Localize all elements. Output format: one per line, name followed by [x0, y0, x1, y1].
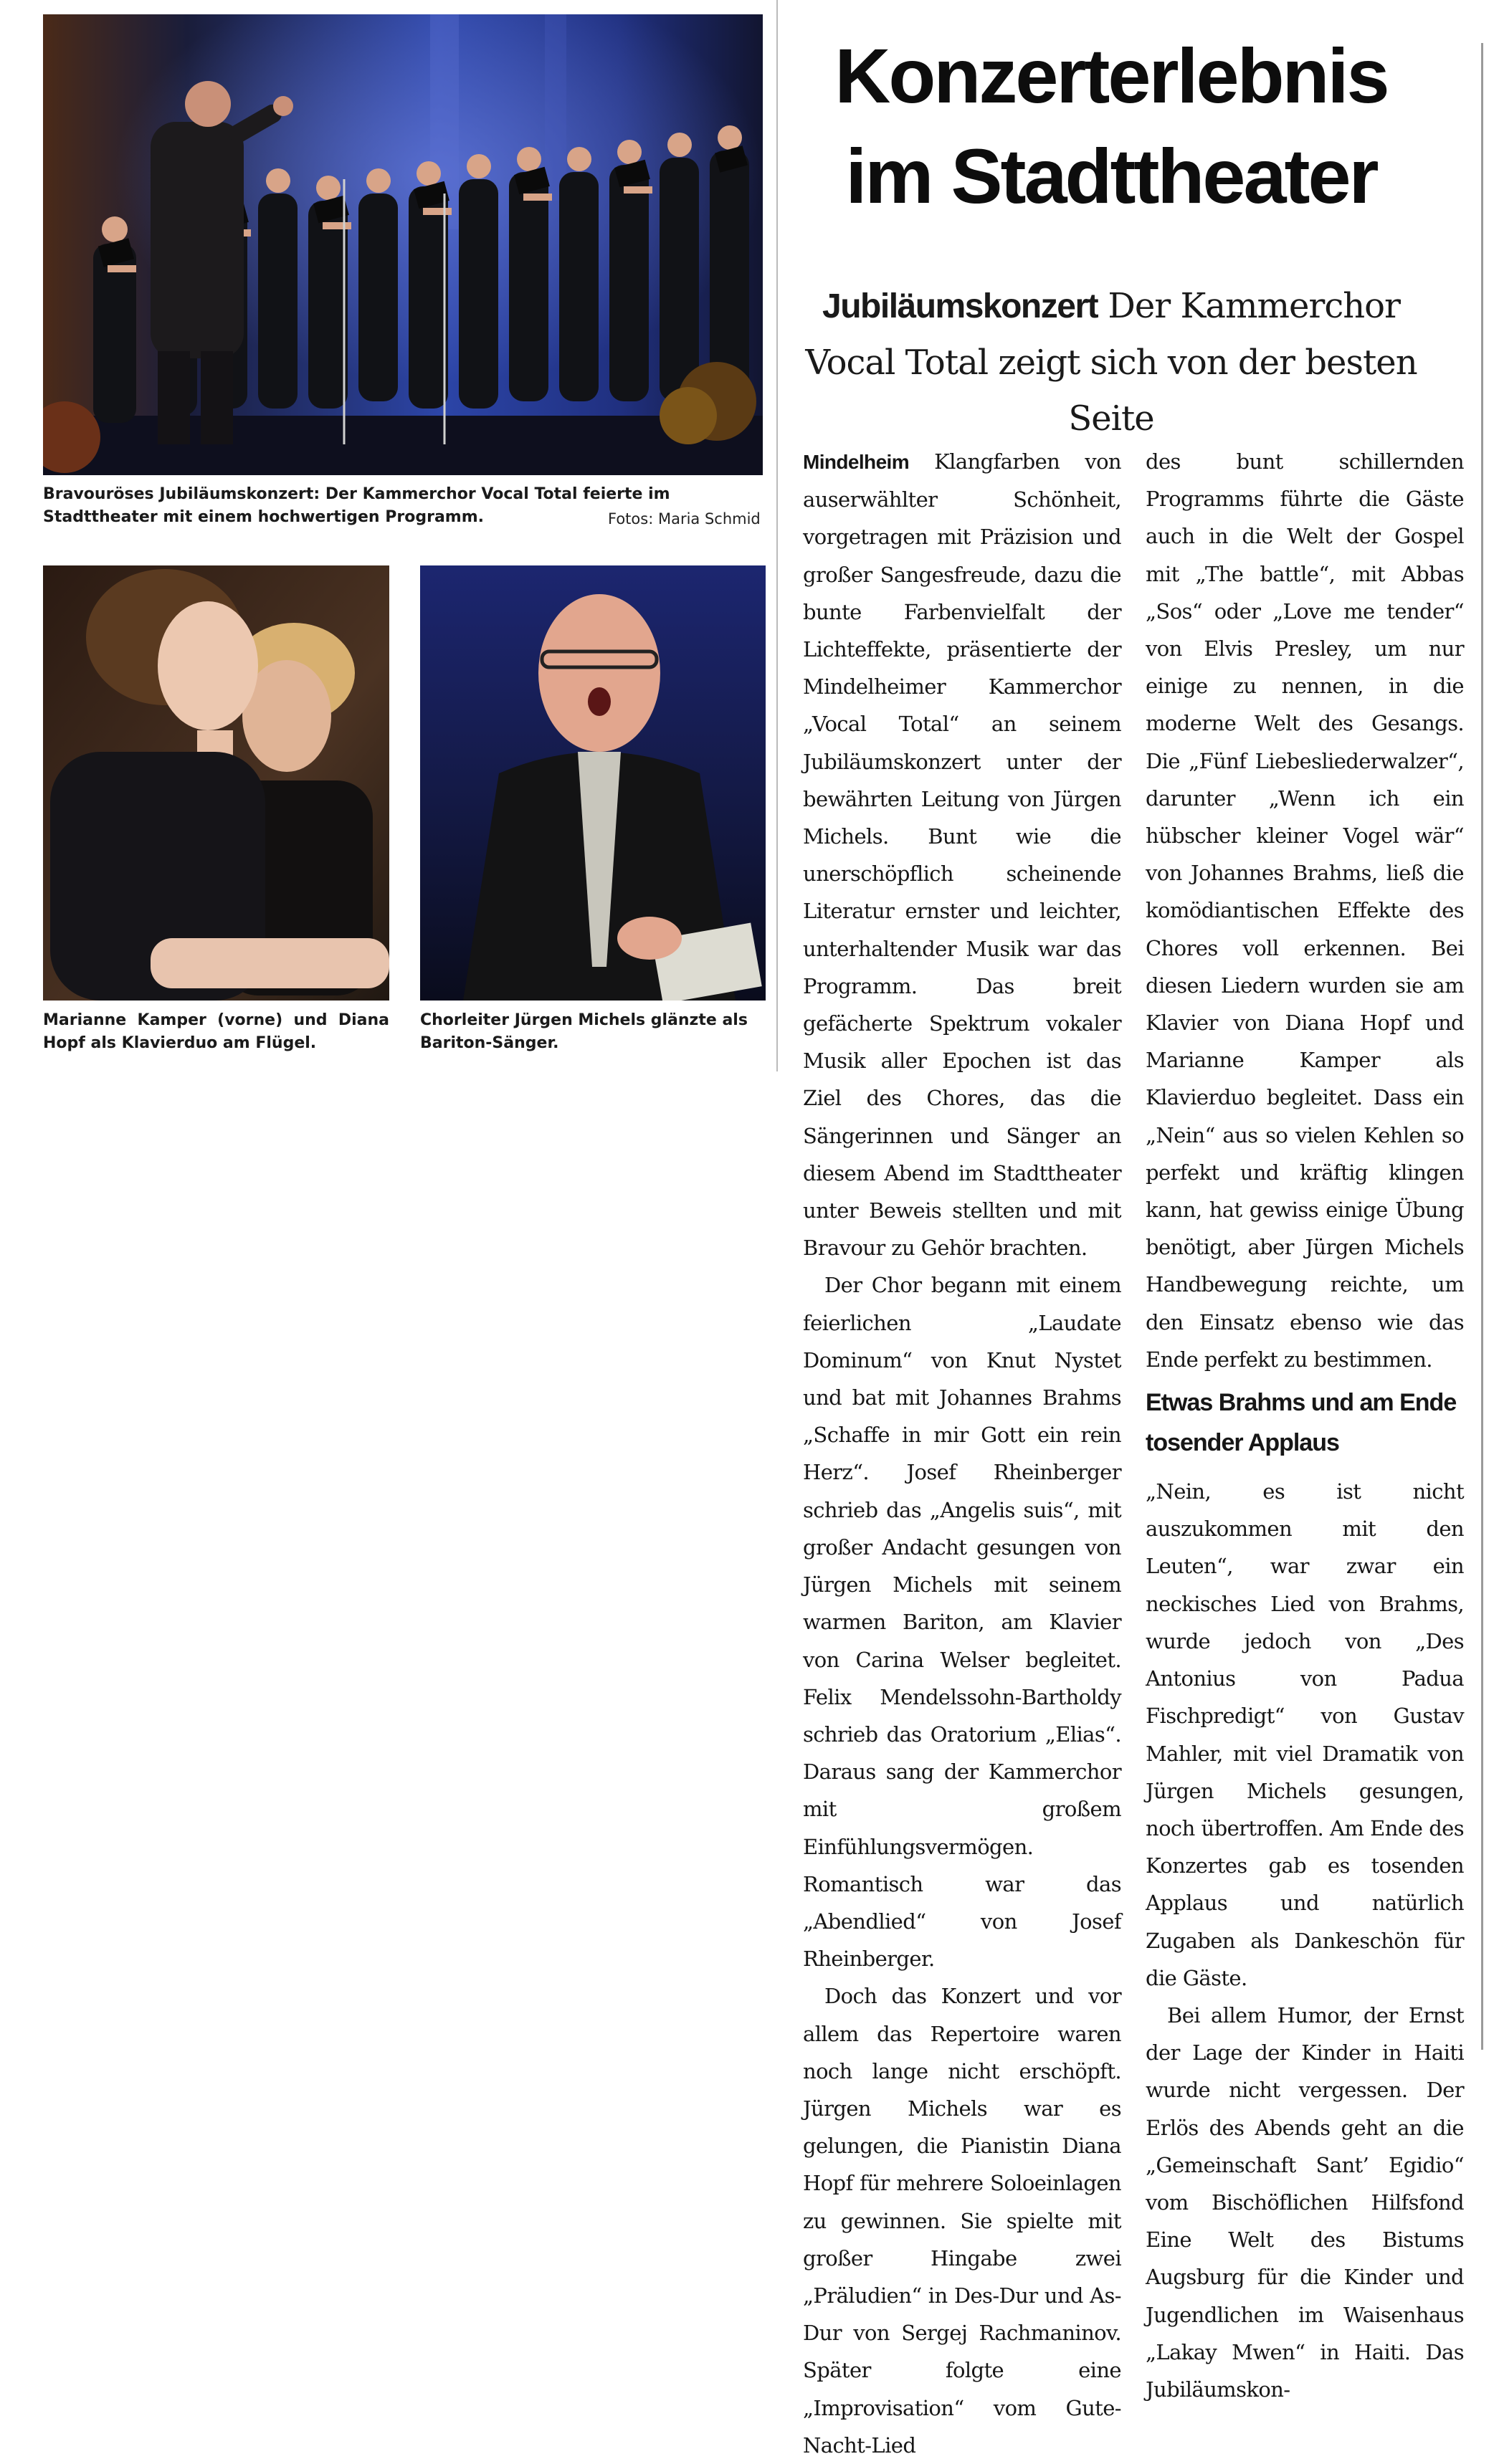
paragraph-3: Doch das Konzert und vor allem das Repertoire waren noch lange nicht erschöpft. Jürgen Michels war es gelungen, die Pianistin Diana Hopf für mehrere Soloeinlagen zu gewinnen. Sie spielte mit großer Hingabe zwei „Präludien“ in Des-Dur und As-Dur von Sergej Rachmaninov. Später folgte eine „Improvisation“ vom Gute-Nacht-Lied [803, 1984, 1121, 2458]
paragraph-6: Bei allem Humor, der Ernst der Lage der Kinder in Haiti wurde nicht vergessen. Der Erlös des Abends geht an die „Gemeinschaft Sant’ Egidio“ vom Bischöflichen Hilfsfond Eine Welt des Bistums Augsburg für die Kinder und Jugendlichen im Waisenhaus „Lakay Mwen“ in Haiti. Das Jubiläumskon- [1146, 2002, 1464, 2402]
article-column-1 [803, 443, 1121, 2464]
paragraph-4: des bunt schillernden Programms führte die Gäste auch in die Welt der Gospel mit „The battle“, mit Abbas „Sos“ oder „Love me tender“ von Elvis Presley, um nur einige zu nennen, in die moderne Welt des Gesangs. Die „Fünf Liebesliederwalzer“, darunter „Wenn ich ein hübscher kleiner Vogel wär“ von Johannes Brahms, ließ die komödiantischen Effekte des Chores voll erkennen. Bei diesen Liedern wurden sie am Klavier von Diana Hopf und Marianne Kamper als Klavierduo begleitet. Dass ein „Nein“ aus so vielen Kehlen so perfekt und kräftig klingen kann, hat gewiss einige Übung benötigt, aber Jürgen Michels Handbewegung reichte, um den Einsatz ebenso wie das Ende perfekt zu bestimmen. [1146, 449, 1464, 1372]
article-subhead [789, 278, 1434, 447]
pianists-photo-caption: Marianne Kamper (vorne) und Diana Hopf als Klavierduo am Flügel. [43, 1011, 389, 1052]
dateline: Mindelheim [803, 451, 910, 473]
article-headline: Konzerterlebnis im Stadttheater [834, 32, 1388, 219]
choir-photo-caption: Bravouröses Jubiläumskonzert: Der Kammerchor Vocal Total feierte im Stadttheater mit einem hochwertigen Programm. [43, 485, 670, 526]
singer-photo [420, 565, 766, 1001]
singer-photo-caption: Chorleiter Jürgen Michels glänzte als Bariton-Sänger. [420, 1011, 748, 1052]
paragraph-1-text: Klangfarben von auserwählter Schönheit, vorgetragen mit Präzision und großer Sangesfreude, dazu die bunte Farbenvielfalt der Lichteffekte, präsentierte der Mindelheimer Kammerchor „Vocal Total“ an seinem Jubiläumskonzert unter der bewährten Leitung von Jürgen Michels. Bunt wie die unerschöpflich scheinende Literatur ernster und leichter, unterhaltender Musik war das Programm. Das breit gefächerte Spektrum vokaler Musik aller Epochen ist das Ziel des Chores, das die Sängerinnen und Sänger an diesem Abend im Stadttheater unter Beweis stellten und mit Bravour zu Gehör brachten. [803, 449, 1122, 1261]
article-column-2 [1146, 443, 1464, 2408]
paragraph-1 [803, 443, 1121, 1266]
article-subheading: Etwas Brahms und am Ende tosender Applaus [1146, 1389, 1457, 1457]
column-rule-left [776, 0, 778, 1071]
photo-credit: Fotos: Maria Schmid [608, 510, 761, 527]
choir-photo [43, 14, 763, 475]
pianists-photo [43, 565, 389, 1001]
page-edge-rule [1481, 43, 1483, 2050]
subhead-text: Der Kammerchor Vocal Total zeigt sich von der besten Seite [805, 286, 1417, 439]
subhead-kicker: Jubiläumskonzert [822, 287, 1098, 325]
paragraph-2: Der Chor begann mit einem feierlichen „Laudate Dominum“ von Knut Nystet und bat mit Johannes Brahms „Schaffe in mir Gott ein rein Herz“. Josef Rheinberger schrieb das „Angelis suis“, mit großer Andacht gesungen von Jürgen Michels mit seinem warmen Bariton, am Klavier von Carina Welser begleitet. Felix Mendelssohn-Bartholdy schrieb das Oratorium „Elias“. Daraus sang der Kammerchor mit großem Einfühlungsvermögen. Romantisch war das „Abendlied“ von Josef Rheinberger. [803, 1273, 1121, 1972]
paragraph-5: „Nein, es ist nicht auszukommen mit den Leuten“, war zwar ein neckisches Lied von Brahms, wurde jedoch von „Des Antonius von Padua Fischpredigt“ von Gustav Mahler, mit viel Dramatik von Jürgen Michels gesungen, noch übertroffen. Am Ende des Konzertes gab es tosenden Applaus und natürlich Zugaben als Dankeschön für die Gäste. [1146, 1479, 1464, 1990]
